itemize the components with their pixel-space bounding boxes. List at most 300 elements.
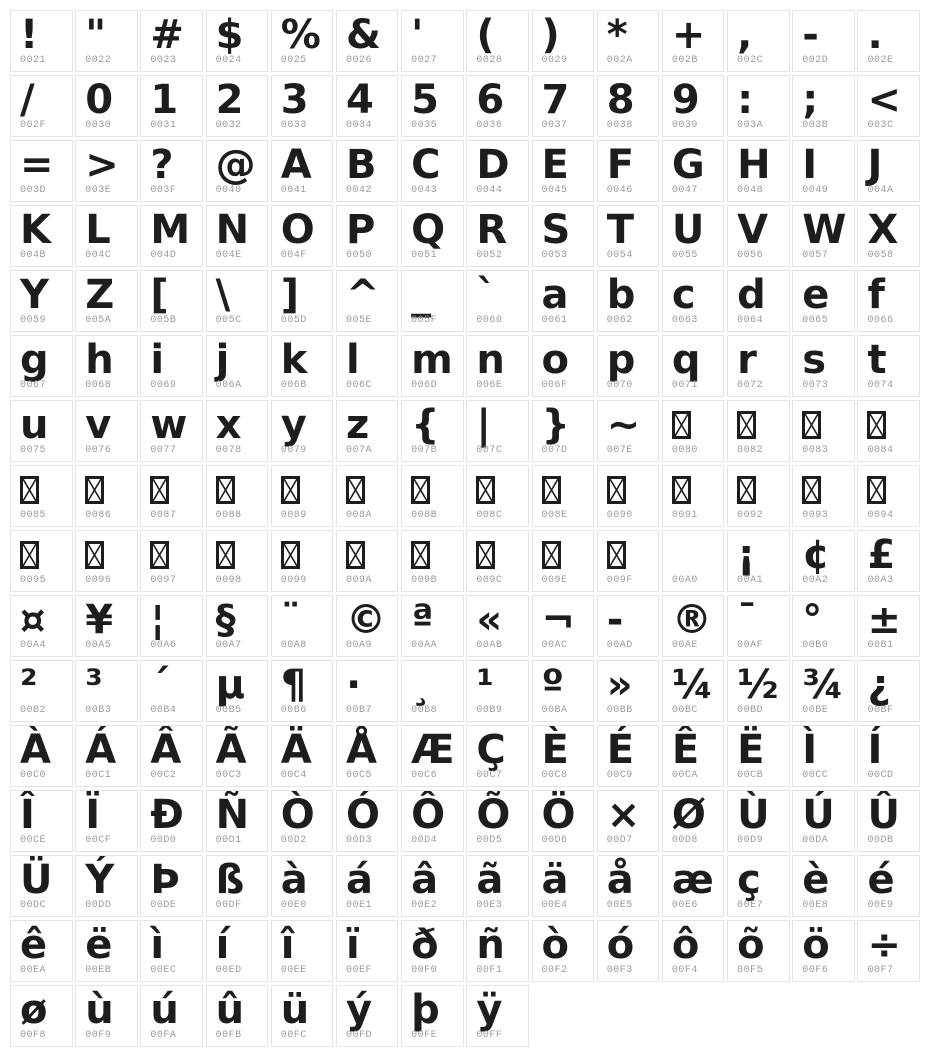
glyph-cell-0095 (10, 530, 73, 592)
glyph-character: % (280, 12, 321, 58)
glyph-cell-00BB (597, 660, 660, 722)
codepoint-label: 0089 (280, 510, 307, 522)
glyph-character: á (345, 856, 373, 903)
glyph-character: ¬ (541, 596, 576, 643)
glyph-character: B (345, 141, 377, 188)
glyph-cell-0096 (75, 530, 138, 592)
glyph-cell-00D6 (532, 790, 595, 852)
codepoint-label: 0051 (411, 250, 438, 262)
codepoint-label: 0082 (737, 445, 764, 457)
glyph-cell-007E (597, 400, 660, 462)
codepoint-label: 007A (345, 445, 372, 457)
glyph-character: U (671, 206, 705, 253)
glyph-cell-004C (75, 205, 138, 267)
codepoint-label: 00C1 (85, 770, 112, 782)
glyph-character: f (867, 271, 885, 318)
glyph-character: H (737, 141, 771, 188)
glyph-cell-005A (75, 270, 138, 332)
codepoint-label: 0021 (20, 55, 47, 67)
codepoint-label: 006C (345, 380, 372, 392)
glyph-cell-0077 (140, 400, 203, 462)
codepoint-label: 0062 (606, 315, 633, 327)
codepoint-label: 00DC (20, 900, 47, 912)
codepoint-label: 00EB (85, 965, 112, 977)
glyph-character: j (215, 336, 230, 383)
codepoint-label: 0058 (867, 250, 894, 262)
glyph-character: E (541, 141, 569, 188)
codepoint-label: 00D0 (150, 835, 177, 847)
codepoint-label: 00FC (280, 1030, 307, 1042)
glyph-cell-0029 (532, 10, 595, 72)
glyph-character: ¯ (737, 596, 758, 643)
codepoint-label: 0077 (150, 445, 177, 457)
codepoint-label: 005C (215, 315, 242, 327)
codepoint-label: 002D (802, 55, 829, 67)
codepoint-label: 0059 (20, 315, 47, 327)
glyph-character: ¢ (802, 531, 831, 578)
codepoint-label: 0045 (541, 185, 568, 197)
glyph-character: w (150, 401, 188, 448)
codepoint-label: 00ED (215, 965, 242, 977)
codepoint-label: 0048 (737, 185, 764, 197)
glyph-character: þ (411, 986, 440, 1033)
glyph-character: u (20, 401, 49, 448)
glyph-cell-0083 (792, 400, 855, 462)
glyph-cell-0047 (662, 140, 725, 202)
glyph-cell-00B9 (466, 660, 529, 722)
glyph-character: ç (737, 856, 761, 903)
glyph-character: à (280, 856, 308, 903)
codepoint-label: 0037 (541, 120, 568, 132)
glyph-character: . (867, 12, 883, 58)
glyph-cell-0040 (206, 140, 269, 202)
codepoint-label: 0030 (85, 120, 112, 132)
codepoint-label: 00B8 (411, 705, 438, 717)
glyph-cell-002B (662, 10, 725, 72)
codepoint-label: 00CD (867, 770, 894, 782)
glyph-character: ( (476, 12, 495, 58)
codepoint-label: 00AC (541, 640, 568, 652)
glyph-cell-0038 (597, 75, 660, 137)
glyph-cell-005E (336, 270, 399, 332)
glyph-character: ú (150, 986, 179, 1033)
codepoint-label: 003E (85, 185, 112, 197)
glyph-cell-0044 (466, 140, 529, 202)
glyph-cell-00BC (662, 660, 725, 722)
glyph-character: ÷ (867, 921, 901, 968)
glyph-cell-0028 (466, 10, 529, 72)
glyph-cell-0025 (271, 10, 334, 72)
codepoint-label: 007B (411, 445, 438, 457)
glyph-character: 0 (85, 76, 114, 123)
codepoint-label: 00E9 (867, 900, 894, 912)
codepoint-label: 002A (606, 55, 633, 67)
codepoint-label: 00C9 (606, 770, 633, 782)
codepoint-label: 00EE (280, 965, 307, 977)
glyph-cell-0030 (75, 75, 138, 137)
codepoint-label: 0067 (20, 380, 47, 392)
codepoint-label: 0029 (541, 55, 568, 67)
codepoint-label: 0039 (671, 120, 698, 132)
glyph-cell-0058 (857, 205, 920, 267)
codepoint-label: 00B7 (345, 705, 372, 717)
glyph-cell-0026 (336, 10, 399, 72)
glyph-cell-00E5 (597, 855, 660, 917)
codepoint-label: 002C (737, 55, 764, 67)
codepoint-label: 0041 (280, 185, 307, 197)
glyph-character: ã (476, 856, 504, 903)
codepoint-label: 0066 (867, 315, 894, 327)
glyph-cell-0039 (662, 75, 725, 137)
glyph-character: Û (867, 791, 900, 838)
codepoint-label: 0087 (150, 510, 177, 522)
glyph-cell-004F (271, 205, 334, 267)
codepoint-label: 008E (541, 510, 568, 522)
codepoint-label: 004D (150, 250, 177, 262)
codepoint-label: 007E (606, 445, 633, 457)
glyph-cell-0092 (727, 465, 790, 527)
glyph-cell-0041 (271, 140, 334, 202)
codepoint-label: 00BD (737, 705, 764, 717)
glyph-cell-00E0 (271, 855, 334, 917)
codepoint-label: 00B5 (215, 705, 242, 717)
glyph-cell-007D (532, 400, 595, 462)
glyph-character: å (606, 856, 634, 903)
glyph-cell-00BE (792, 660, 855, 722)
glyph-character: ê (20, 921, 48, 968)
codepoint-label: 00E4 (541, 900, 568, 912)
glyph-character: \ (215, 271, 231, 318)
codepoint-label: 005E (345, 315, 372, 327)
glyph-cell-0053 (532, 205, 595, 267)
glyph-cell-0072 (727, 335, 790, 397)
codepoint-label: 0063 (671, 315, 698, 327)
glyph-cell-00AB (466, 595, 529, 657)
glyph-character: [ (150, 271, 169, 318)
glyph-character: z (345, 401, 370, 448)
glyph-cell-00A9 (336, 595, 399, 657)
glyph-cell-00C3 (206, 725, 269, 787)
glyph-cell-00D7 (597, 790, 660, 852)
glyph-cell-002F (10, 75, 73, 137)
glyph-cell-007A (336, 400, 399, 462)
glyph-cell-00F6 (792, 920, 855, 982)
glyph-character: é (867, 856, 895, 903)
codepoint-label: 004E (215, 250, 242, 262)
glyph-character: Ì (802, 726, 818, 773)
codepoint-label: 00F1 (476, 965, 503, 977)
codepoint-label: 0098 (215, 575, 242, 587)
codepoint-label: 0079 (280, 445, 307, 457)
codepoint-label: 0078 (215, 445, 242, 457)
codepoint-label: 009E (541, 575, 568, 587)
glyph-character: § (215, 596, 236, 643)
codepoint-label: 008C (476, 510, 503, 522)
glyph-cell-006B (271, 335, 334, 397)
glyph-cell-00BA (532, 660, 595, 722)
glyph-cell-00E7 (727, 855, 790, 917)
codepoint-label: 00A2 (802, 575, 829, 587)
glyph-cell-0033 (271, 75, 334, 137)
codepoint-label: 00AF (737, 640, 764, 652)
glyph-cell-0031 (140, 75, 203, 137)
codepoint-label: 0070 (606, 380, 633, 392)
codepoint-label: 00C4 (280, 770, 307, 782)
glyph-character: ¥ (85, 596, 114, 643)
codepoint-label: 00D9 (737, 835, 764, 847)
codepoint-label: 00B9 (476, 705, 503, 717)
codepoint-label: 0027 (411, 55, 438, 67)
codepoint-label: 0031 (150, 120, 177, 132)
glyph-cell-0063 (662, 270, 725, 332)
glyph-cell-0057 (792, 205, 855, 267)
codepoint-label: 00D4 (411, 835, 438, 847)
glyph-character: b (606, 271, 636, 318)
codepoint-label: 0061 (541, 315, 568, 327)
glyph-character: Ý (85, 856, 115, 903)
glyph-character: â (411, 856, 439, 903)
glyph-character: ë (85, 921, 113, 968)
glyph-cell-00B8 (401, 660, 464, 722)
glyph-cell-00A8 (271, 595, 334, 657)
glyph-cell-005D (271, 270, 334, 332)
codepoint-label: 0042 (345, 185, 372, 197)
codepoint-label: 00B2 (20, 705, 47, 717)
codepoint-label: 0049 (802, 185, 829, 197)
glyph-character: ¦ (150, 596, 165, 643)
codepoint-label: 00E0 (280, 900, 307, 912)
glyph-cell-007C (466, 400, 529, 462)
codepoint-label: 0088 (215, 510, 242, 522)
glyph-cell-0097 (140, 530, 203, 592)
glyph-cell-004D (140, 205, 203, 267)
glyph-character: ì (150, 921, 165, 968)
glyph-character: ª (411, 596, 434, 643)
codepoint-label: 00C6 (411, 770, 438, 782)
glyph-cell-008A (336, 465, 399, 527)
glyph-character: G (671, 141, 705, 188)
glyph-cell-0093 (792, 465, 855, 527)
glyph-cell-007B (401, 400, 464, 462)
glyph-cell-0062 (597, 270, 660, 332)
codepoint-label: 002B (671, 55, 698, 67)
glyph-cell-0027 (401, 10, 464, 72)
glyph-character: » (606, 661, 633, 708)
glyph-cell-00B7 (336, 660, 399, 722)
codepoint-label: 0064 (737, 315, 764, 327)
glyph-character: q (671, 336, 701, 383)
codepoint-label: 00FB (215, 1030, 242, 1042)
glyph-character: £ (867, 531, 896, 578)
glyph-cell-0048 (727, 140, 790, 202)
codepoint-label: 0046 (606, 185, 633, 197)
codepoint-label: 00D8 (671, 835, 698, 847)
glyph-cell-00C8 (532, 725, 595, 787)
glyph-character: i (150, 336, 165, 383)
glyph-character: r (737, 336, 757, 383)
glyph-cell-002A (597, 10, 660, 72)
glyph-cell-00FD (336, 985, 399, 1047)
glyph-character: a (541, 271, 569, 318)
glyph-cell-00A1 (727, 530, 790, 592)
glyph-cell-00D4 (401, 790, 464, 852)
glyph-cell-002D (792, 10, 855, 72)
glyph-cell-00C2 (140, 725, 203, 787)
glyph-character: Î (20, 791, 35, 838)
glyph-character: ß (215, 856, 245, 903)
glyph-cell-0071 (662, 335, 725, 397)
codepoint-label: 0085 (20, 510, 47, 522)
glyph-character: p (606, 336, 636, 383)
codepoint-label: 00DF (215, 900, 242, 912)
codepoint-label: 0052 (476, 250, 503, 262)
glyph-character: J (867, 141, 883, 188)
codepoint-label: 0043 (411, 185, 438, 197)
codepoint-label: 0072 (737, 380, 764, 392)
glyph-cell-003C (857, 75, 920, 137)
glyph-character: È (541, 726, 569, 773)
glyph-character: ` (476, 271, 497, 318)
codepoint-label: 00A7 (215, 640, 242, 652)
codepoint-label: 00CC (802, 770, 829, 782)
glyph-cell-0085 (10, 465, 73, 527)
glyph-cell-0078 (206, 400, 269, 462)
codepoint-label: 0080 (671, 445, 698, 457)
glyph-character: Ù (737, 791, 770, 838)
codepoint-label: 00C8 (541, 770, 568, 782)
glyph-character: ü (280, 986, 310, 1033)
codepoint-label: 00D3 (345, 835, 372, 847)
glyph-character: Á (85, 726, 117, 773)
glyph-character: P (345, 206, 376, 253)
codepoint-label: 005A (85, 315, 112, 327)
glyph-cell-00F8 (10, 985, 73, 1047)
codepoint-label: 00A9 (345, 640, 372, 652)
glyph-cell-00AA (401, 595, 464, 657)
glyph-character: Õ (476, 791, 511, 838)
codepoint-label: 00D1 (215, 835, 242, 847)
glyph-character: ; (802, 76, 819, 123)
glyph-cell-009B (401, 530, 464, 592)
glyph-character: 5 (411, 76, 439, 123)
codepoint-label: 00E6 (671, 900, 698, 912)
glyph-cell-00EE (271, 920, 334, 982)
glyph-cell-00D0 (140, 790, 203, 852)
glyph-character: 2 (215, 76, 244, 123)
glyph-cell-0051 (401, 205, 464, 267)
glyph-character: o (541, 336, 569, 383)
codepoint-label: 00C7 (476, 770, 503, 782)
codepoint-label: 005F (411, 315, 438, 327)
glyph-character: ¡ (737, 531, 756, 578)
codepoint-label: 00A8 (280, 640, 307, 652)
glyph-cell-00F3 (597, 920, 660, 982)
codepoint-label: 00B3 (85, 705, 112, 717)
glyph-cell-00D5 (466, 790, 529, 852)
codepoint-label: 00C0 (20, 770, 47, 782)
glyph-cell-0087 (140, 465, 203, 527)
glyph-character: * (606, 12, 628, 58)
glyph-character: Y (20, 271, 49, 318)
glyph-character: s (802, 336, 827, 383)
codepoint-label: 00F2 (541, 965, 568, 977)
codepoint-label: 002F (20, 120, 47, 132)
codepoint-label: 0040 (215, 185, 242, 197)
glyph-cell-00D9 (727, 790, 790, 852)
glyph-character: ò (541, 921, 569, 968)
codepoint-label: 008B (411, 510, 438, 522)
glyph-character: R (476, 206, 508, 253)
glyph-cell-0084 (857, 400, 920, 462)
glyph-cell-0042 (336, 140, 399, 202)
glyph-cell-00D8 (662, 790, 725, 852)
glyph-character: ¿ (867, 661, 891, 708)
codepoint-label: 00A6 (150, 640, 177, 652)
glyph-cell-0066 (857, 270, 920, 332)
glyph-character: ó (606, 921, 635, 968)
glyph-cell-0086 (75, 465, 138, 527)
glyph-cell-00C5 (336, 725, 399, 787)
glyph-character: " (85, 12, 107, 58)
codepoint-label: 003D (20, 185, 47, 197)
glyph-character: 1 (150, 76, 179, 123)
glyph-cell-0045 (532, 140, 595, 202)
codepoint-label: 008A (345, 510, 372, 522)
glyph-cell-005C (206, 270, 269, 332)
glyph-character: Í (867, 726, 883, 773)
glyph-cell-00FF (466, 985, 529, 1047)
codepoint-label: 006D (411, 380, 438, 392)
glyph-cell-003E (75, 140, 138, 202)
glyph-cell-0089 (271, 465, 334, 527)
glyph-character: ´ (150, 661, 171, 708)
glyph-cell-00AE (662, 595, 725, 657)
codepoint-label: 00F7 (867, 965, 894, 977)
codepoint-label: 0060 (476, 315, 503, 327)
glyph-cell-0049 (792, 140, 855, 202)
codepoint-label: 00EA (20, 965, 47, 977)
glyph-cell-00CB (727, 725, 790, 787)
glyph-cell-00CA (662, 725, 725, 787)
glyph-cell-00DA (792, 790, 855, 852)
glyph-character: æ (671, 856, 714, 903)
glyph-cell-00DD (75, 855, 138, 917)
glyph-cell-00B5 (206, 660, 269, 722)
codepoint-label: 00AD (606, 640, 633, 652)
glyph-cell-0056 (727, 205, 790, 267)
glyph-cell-006D (401, 335, 464, 397)
glyph-character: ] (280, 271, 300, 318)
codepoint-label: 007D (541, 445, 568, 457)
glyph-character: ý (345, 986, 373, 1033)
codepoint-label: 00F3 (606, 965, 633, 977)
codepoint-label: 0057 (802, 250, 829, 262)
codepoint-label: 0033 (280, 120, 307, 132)
glyph-cell-00E2 (401, 855, 464, 917)
glyph-character: µ (215, 661, 245, 708)
glyph-character (672, 532, 722, 578)
glyph-character: k (280, 336, 308, 383)
glyph-character: Ö (541, 791, 576, 838)
glyph-cell-00E1 (336, 855, 399, 917)
glyph-cell-0076 (75, 400, 138, 462)
glyph-cell-004A (857, 140, 920, 202)
glyph-cell-00A7 (206, 595, 269, 657)
codepoint-label: 0091 (671, 510, 698, 522)
codepoint-label: 006F (541, 380, 568, 392)
glyph-cell-00C6 (401, 725, 464, 787)
glyph-character: ° (802, 596, 823, 643)
